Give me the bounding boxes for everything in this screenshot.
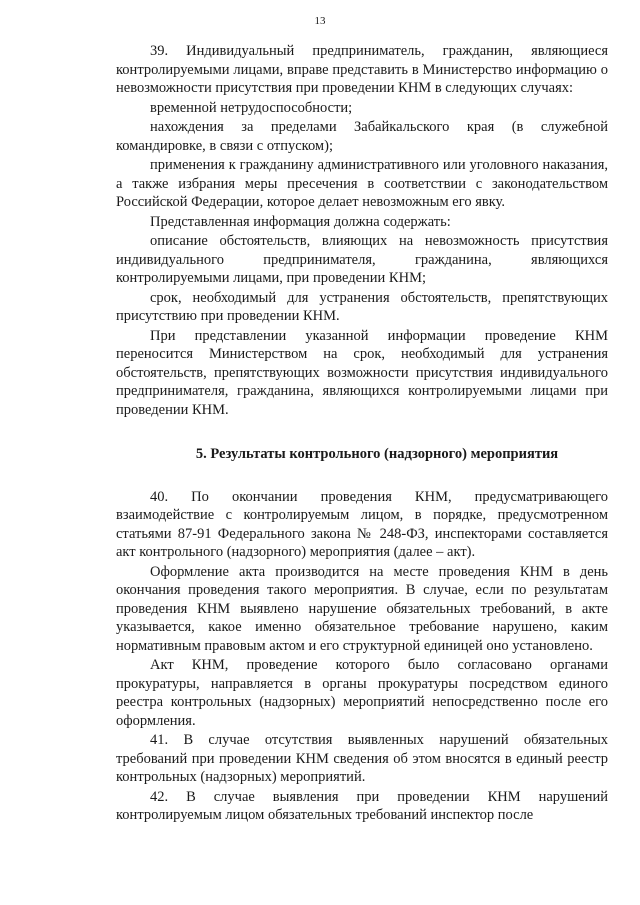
section-heading: 5. Результаты контрольного (надзорного) мероприятия (195, 446, 559, 462)
list-item-outside-region: нахождения за пределами Забайкальского края (в служебной командировке, в связи с отпуском); (116, 119, 608, 154)
paragraph-41: 41. В случае отсутствия выявленных нарушений обязательных требований при проведении КНМ сведения об этом вносятся в единый реестр контрольных (надзорных) мероприятий. (116, 732, 608, 785)
list-item-temporary-disability: временной нетрудоспособности; (150, 99, 353, 116)
paragraph-act-drafting: Оформление акта производится на месте проведения КНМ в день окончания проведения такого мероприятия. В случае, если по результатам проведения КНМ выявлено нарушение обязательных требований, в акте указывается, какое именно обязательное требование нарушено, каким нормативным правовым актом и его структурной единицей оно установлено. (116, 563, 608, 654)
list-item-punishment: применения к гражданину административного или уголовного наказания, а также избрания меры пресечения в соответствии с законодательством Российской Федерации, которое делает невозможным его явку. (116, 157, 608, 210)
paragraph-info-contents: Представленная информация должна содержать: (150, 213, 451, 230)
paragraph-39: 39. Индивидуальный предприниматель, гражданин, являющиеся контролируемыми лицами, вправе представить в Министерство информацию о невозможности присутствия при проведении КНМ в следующих случаях: (116, 43, 608, 96)
paragraph-40: 40. По окончании проведения КНМ, предусматривающего взаимодействие с контролируемым лицом, в порядке, предусмотренном статьями 87-91 Федерального закона № 248-ФЗ, инспекторами составляется акт контрольного (надзорного) мероприятия (далее – акт). (116, 488, 608, 560)
page-number: 13 (314, 15, 326, 27)
document-body (116, 42, 608, 825)
paragraph-act-prosecutor: Акт КНМ, проведение которого было согласовано органами прокуратуры, направляется в органы прокуратуры посредством единого реестра контрольных (надзорных) мероприятий непосредственно после его оформления. (116, 657, 608, 729)
list-item-term: срок, необходимый для устранения обстоятельств, препятствующих присутствию при проведении КНМ. (116, 289, 608, 324)
list-item-circumstances: описание обстоятельств, влияющих на невозможность присутствия индивидуального предпринимателя, гражданина, являющихся контролируемыми лицами, при проведении КНМ; (116, 233, 608, 286)
paragraph-postponement: При представлении указанной информации проведение КНМ переносится Министерством на срок, необходимый для устранения обстоятельств, препятствующих возможности присутствия индивидуального предпринимателя, гражданина, являющихся контролируемыми лицами при проведении КНМ. (116, 327, 608, 418)
paragraph-42: 42. В случае выявления при проведении КНМ нарушений контролируемым лицом обязательных требований инспектор после (116, 788, 608, 823)
